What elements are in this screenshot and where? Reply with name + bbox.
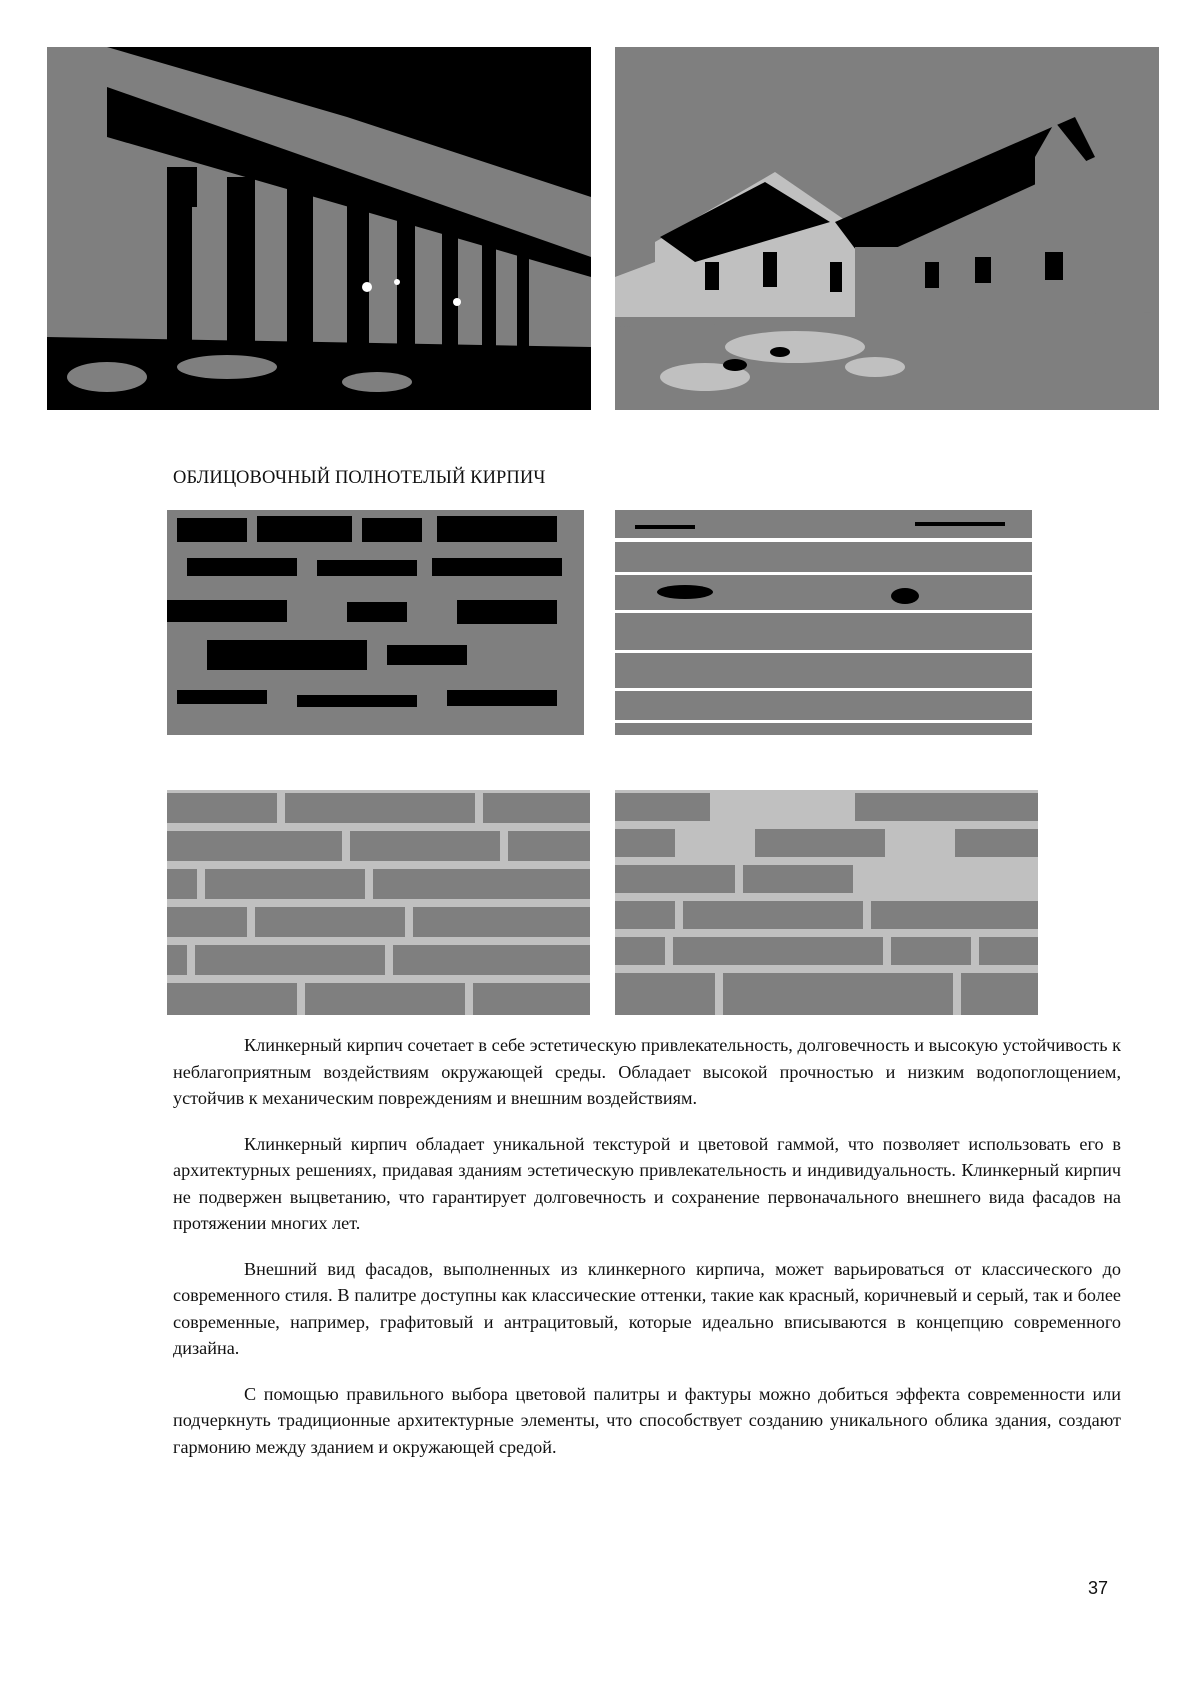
photo-stone-houses [615, 47, 1159, 410]
photo-brick-texture-regular [167, 790, 590, 1015]
photo-stone-colonnade-building [47, 47, 591, 410]
section-title: ОБЛИЦОВОЧНЫЙ ПОЛНОТЕЛЫЙ КИРПИЧ [173, 468, 546, 488]
photo-brick-texture-rough [167, 510, 584, 735]
body-text [173, 1032, 1121, 1479]
paragraph: С помощью правильного выбора цветовой палитры и фактуры можно добиться эффекта современности или подчеркнуть традиционные архитектурные элементы, что способствует созданию уникального облика здания, создают гармонию между зданием и окружающей средой. [173, 1383, 1121, 1457]
paragraph: Клинкерный кирпич сочетает в себе эстетическую привлекательность, долговечность и высокую устойчивость к неблагоприятным воздействиям окружающей среды. Обладает высокой прочностью и низким водопоглощением, устойчив к механическим повреждениям и внешним воздействиям. [173, 1035, 1121, 1108]
paragraph: Внешний вид фасадов, выполненных из клинкерного кирпича, может варьироваться от классического до современного стиля. В палитре доступны как классические оттенки, такие как красный, коричневый и серый, так и более современные, например, графитовый и антрацитовый, которые идеально вписываются в концепцию современного дизайна. [173, 1258, 1121, 1358]
photo-brick-texture-mixed [615, 790, 1038, 1015]
page-number: 37 [1088, 1578, 1109, 1598]
paragraph: Клинкерный кирпич обладает уникальной текстурой и цветовой гаммой, что позволяет использовать его в архитектурных решениях, придавая зданиям эстетическую привлекательность и индивидуальность. Клинкерный кирпич не подвержен выцветанию, что гарантирует долговечность и сохранение первоначального внешнего вида фасадов на протяжении многих лет. [173, 1133, 1121, 1233]
photo-brick-texture-long [615, 510, 1032, 735]
